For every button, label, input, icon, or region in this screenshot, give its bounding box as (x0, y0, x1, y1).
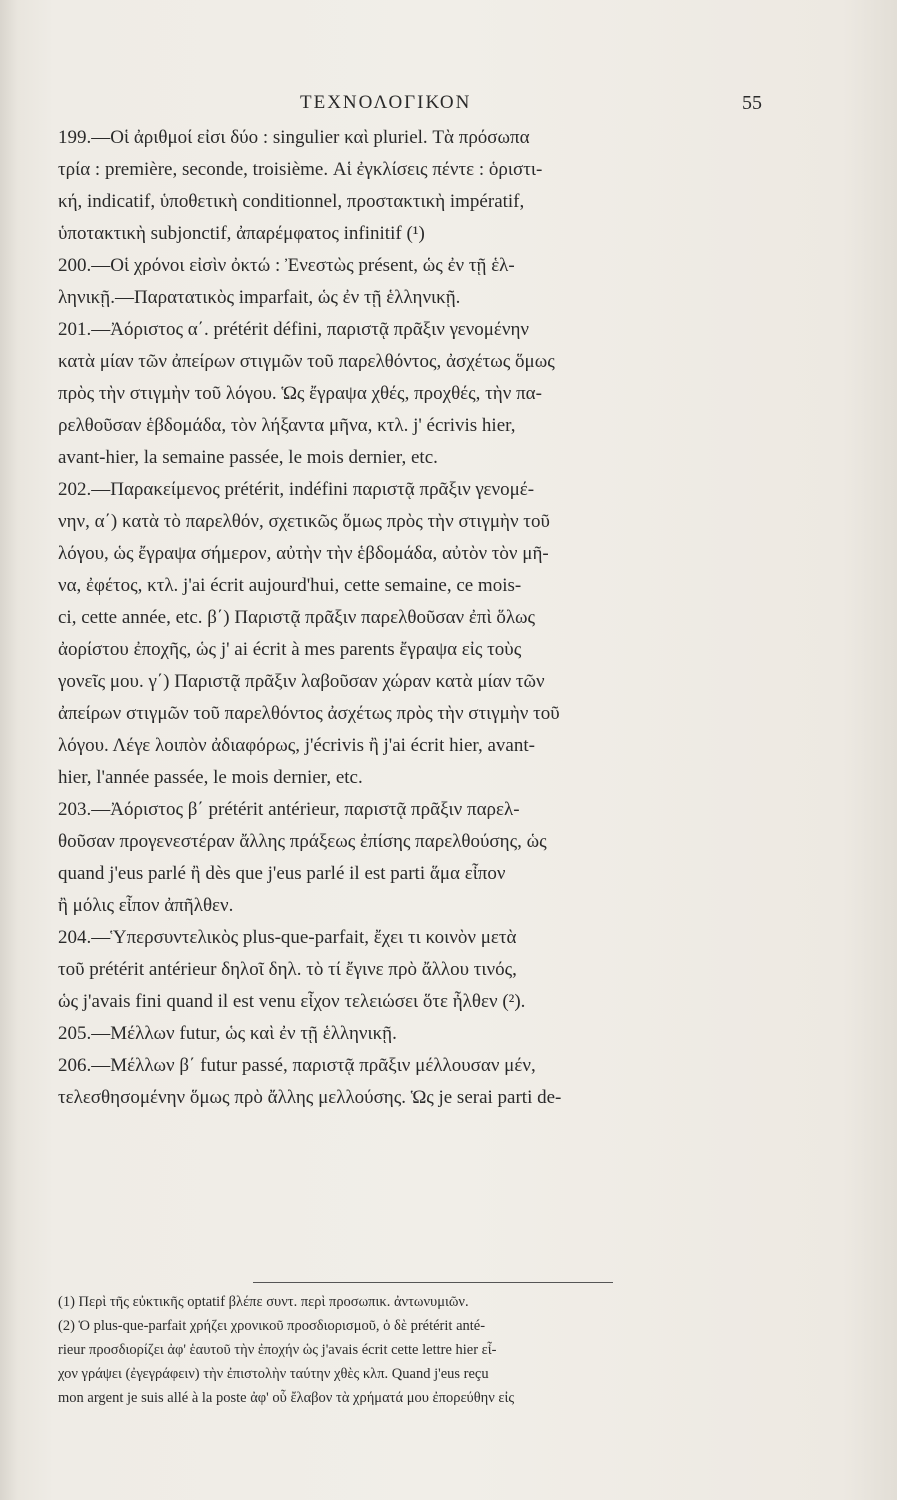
text-line: 203.—Ἀόριστος β΄ prétérit antérieur, παριστᾷ πρᾶξιν παρελ- (58, 799, 520, 820)
text-line: γονεῖς μου. γ΄) Παριστᾷ πρᾶξιν λαβοῦσαν χώραν κατὰ μίαν τῶν (58, 671, 545, 692)
text-line: λόγου. Λέγε λοιπὸν ἀδιαφόρως, j'écrivis ἢ j'ai écrit hier, avant- (58, 735, 535, 756)
text-line: να, ἐφέτος, κτλ. j'ai écrit aujourd'hui, cette semaine, ce mois- (58, 575, 522, 596)
footnotes (58, 1290, 748, 1410)
text-line: 204.—Ὑπερσυντελικὸς plus-que-parfait, ἔχει τι κοινὸν μετὰ (58, 927, 517, 948)
running-head (0, 92, 897, 122)
footnote-line: (1) Περὶ τῆς εὐκτικῆς optatif βλέπε συντ. περὶ προσωπικ. ἀντωνυμιῶν. (58, 1294, 469, 1310)
text-line: 201.—Ἀόριστος α΄. prétérit défini, παριστᾷ πρᾶξιν γενομένην (58, 319, 530, 340)
text-line: κατὰ μίαν τῶν ἀπείρων στιγμῶν τοῦ παρελθόντος, ἀσχέτως ὅμως (58, 351, 555, 372)
text-line: τοῦ prétérit antérieur δηλοῖ δηλ. τὸ τί ἔγινε πρὸ ἄλλου τινός, (58, 959, 517, 980)
text-line: 205.—Μέλλων futur, ὡς καὶ ἐν τῇ ἑλληνικῇ. (58, 1023, 397, 1044)
text-line: 202.—Παρακείμενος prétérit, indéfini παριστᾷ πρᾶξιν γενομέ- (58, 479, 535, 500)
text-line: 206.—Μέλλων β΄ futur passé, παριστᾷ πρᾶξιν μέλλουσαν μέν, (58, 1055, 536, 1076)
text-line: ἀορίστου ἐποχῆς, ὡς j' ai écrit à mes parents ἔγραψα εἰς τοὺς (58, 639, 522, 660)
text-line: ὡς j'avais fini quand il est venu εἶχον τελειώσει ὅτε ἦλθεν (²). (58, 991, 526, 1012)
page-number: 55 (742, 92, 762, 114)
text-line: ἀπείρων στιγμῶν τοῦ παρελθόντος ἀσχέτως πρὸς τὴν στιγμὴν τοῦ (58, 703, 560, 724)
body-text (58, 122, 748, 1114)
text-line: hier, l'année passée, le mois dernier, etc. (58, 767, 363, 788)
footnote-line: mon argent je suis allé à la poste ἀφ' οὗ ἔλαβον τὰ χρήματά μου ἐπορεύθην εἰς (58, 1390, 515, 1406)
page-edge-shadow (0, 0, 18, 1500)
text-line: νην, α΄) κατὰ τὸ παρελθόν, σχετικῶς ὅμως πρὸς τὴν στιγμὴν τοῦ (58, 511, 550, 532)
text-line: ὑποτακτικὴ subjonctif, ἀπαρέμφατος infinitif (¹) (58, 223, 425, 244)
text-line: λόγου, ὡς ἔγραψα σήμερον, αὐτὴν τὴν ἑβδομάδα, αὐτὸν τὸν μῆ- (58, 543, 549, 564)
text-line: τελεσθησομένην ὅμως πρὸ ἄλλης μελλούσης. Ὡς je serai parti de- (58, 1087, 562, 1108)
text-line: ἢ μόλις εἶπον ἀπῆλθεν. (58, 895, 234, 916)
text-line: κή, indicatif, ὑποθετικὴ conditionnel, προστακτικὴ impératif, (58, 191, 525, 212)
text-line: τρία : première, seconde, troisième. Αἱ ἐγκλίσεις πέντε : ὁριστι- (58, 159, 543, 180)
text-line: πρὸς τὴν στιγμὴν τοῦ λόγου. Ὡς ἔγραψα χθές, προχθές, τὴν πα- (58, 383, 542, 404)
text-line: ρελθοῦσαν ἑβδομάδα, τὸν λήξαντα μῆνα, κτλ. j' écrivis hier, (58, 415, 516, 436)
footnote-line: χον γράψει (ἐγεγράφειν) τὴν ἐπιστολὴν ταύτην χθὲς κλπ. Quand j'eus reçu (58, 1366, 489, 1382)
footnote-separator (253, 1282, 613, 1283)
text-line: ληνικῇ.—Παρατατικὸς imparfait, ὡς ἐν τῇ ἑλληνικῇ. (58, 287, 461, 308)
text-line: avant-hier, la semaine passée, le mois dernier, etc. (58, 447, 438, 468)
running-title: ΤΕΧΝΟΛΟΓΙΚΟΝ (300, 92, 472, 113)
text-line: quand j'eus parlé ἢ dès que j'eus parlé il est parti ἅμα εἶπον (58, 863, 506, 884)
footnote-line: rieur προσδιορίζει ἀφ' ἑαυτοῦ τὴν ἐποχήν ὡς j'avais écrit cette lettre hier εἶ- (58, 1342, 497, 1358)
text-line: 199.—Οἱ ἀριθμοί εἰσι δύο : singulier καὶ pluriel. Τὰ πρόσωπα (58, 127, 530, 148)
text-line: 200.—Οἱ χρόνοι εἰσὶν ὀκτώ : Ἐνεστὼς présent, ὡς ἐν τῇ ἑλ- (58, 255, 515, 276)
text-line: ci, cette année, etc. β΄) Παριστᾷ πρᾶξιν παρελθοῦσαν ἐπὶ ὅλως (58, 607, 536, 628)
footnote-line: (2) Ὁ plus-que-parfait χρήζει χρονικοῦ προσδιορισμοῦ, ὁ δὲ prétérit anté- (58, 1318, 486, 1334)
text-line: θοῦσαν προγενεστέραν ἄλλης πράξεως ἐπίσης παρελθούσης, ὡς (58, 831, 547, 852)
